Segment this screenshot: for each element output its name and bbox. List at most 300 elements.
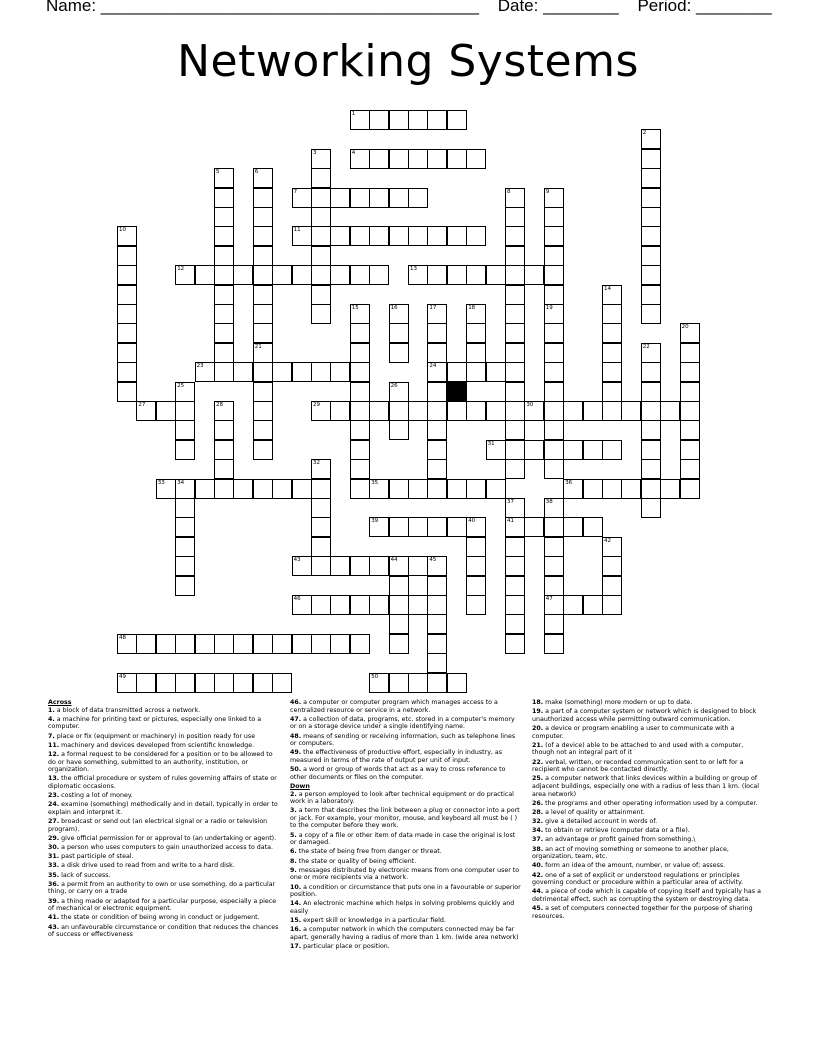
- grid-cell[interactable]: [408, 226, 428, 246]
- grid-cell[interactable]: [427, 459, 447, 479]
- grid-cell[interactable]: [292, 634, 312, 654]
- grid-cell[interactable]: [389, 556, 409, 576]
- grid-cell[interactable]: [408, 149, 428, 169]
- grid-cell[interactable]: [505, 498, 525, 518]
- grid-cell[interactable]: [175, 479, 195, 499]
- grid-cell[interactable]: [175, 440, 195, 460]
- grid-cell[interactable]: [466, 595, 486, 615]
- grid-cell[interactable]: [602, 576, 622, 596]
- grid-cell[interactable]: [641, 401, 661, 421]
- grid-cell[interactable]: [505, 401, 525, 421]
- grid-cell[interactable]: [389, 304, 409, 324]
- grid-cell[interactable]: [389, 595, 409, 615]
- grid-cell[interactable]: [311, 479, 331, 499]
- grid-cell[interactable]: [680, 420, 700, 440]
- grid-cell[interactable]: [427, 595, 447, 615]
- grid-cell[interactable]: [389, 420, 409, 440]
- grid-cell[interactable]: [214, 323, 234, 343]
- grid-cell[interactable]: [389, 343, 409, 363]
- grid-cell[interactable]: [447, 673, 467, 693]
- grid-cell[interactable]: [505, 459, 525, 479]
- grid-cell[interactable]: [117, 246, 137, 266]
- grid-cell[interactable]: [311, 634, 331, 654]
- grid-cell[interactable]: [117, 265, 137, 285]
- grid-cell[interactable]: [195, 362, 215, 382]
- grid-cell[interactable]: [408, 595, 428, 615]
- grid-cell[interactable]: [136, 634, 156, 654]
- grid-cell[interactable]: [602, 362, 622, 382]
- grid-cell[interactable]: [311, 246, 331, 266]
- grid-cell[interactable]: [253, 168, 273, 188]
- grid-cell[interactable]: [427, 576, 447, 596]
- grid-cell[interactable]: [602, 285, 622, 305]
- grid-cell[interactable]: [330, 556, 350, 576]
- grid-cell[interactable]: [641, 246, 661, 266]
- grid-cell[interactable]: [466, 479, 486, 499]
- grid-cell[interactable]: [583, 440, 603, 460]
- grid-cell[interactable]: [233, 362, 253, 382]
- grid-cell[interactable]: [427, 304, 447, 324]
- grid-cell[interactable]: [350, 459, 370, 479]
- grid-cell[interactable]: [427, 673, 447, 693]
- grid-cell[interactable]: [466, 556, 486, 576]
- grid-cell[interactable]: [292, 479, 312, 499]
- grid-cell[interactable]: [583, 595, 603, 615]
- grid-cell[interactable]: [311, 226, 331, 246]
- grid-cell[interactable]: [680, 323, 700, 343]
- grid-cell[interactable]: [427, 323, 447, 343]
- grid-cell[interactable]: [350, 420, 370, 440]
- grid-cell[interactable]: [466, 517, 486, 537]
- grid-cell[interactable]: [175, 556, 195, 576]
- grid-cell[interactable]: [389, 110, 409, 130]
- grid-cell[interactable]: [505, 285, 525, 305]
- grid-cell[interactable]: [408, 673, 428, 693]
- grid-cell[interactable]: [524, 517, 544, 537]
- grid-cell[interactable]: [214, 479, 234, 499]
- grid-cell[interactable]: [466, 576, 486, 596]
- grid-cell[interactable]: [214, 246, 234, 266]
- grid-cell[interactable]: [505, 343, 525, 363]
- grid-cell[interactable]: [602, 304, 622, 324]
- grid-cell[interactable]: [195, 634, 215, 654]
- grid-cell[interactable]: [389, 401, 409, 421]
- grid-cell[interactable]: [156, 634, 176, 654]
- grid-cell[interactable]: [427, 226, 447, 246]
- grid-cell[interactable]: [350, 343, 370, 363]
- grid-cell[interactable]: [447, 401, 467, 421]
- grid-cell[interactable]: [311, 207, 331, 227]
- grid-cell[interactable]: [117, 323, 137, 343]
- grid-cell[interactable]: [486, 265, 506, 285]
- grid-cell[interactable]: [214, 673, 234, 693]
- grid-cell[interactable]: [330, 362, 350, 382]
- grid-cell[interactable]: [447, 362, 467, 382]
- grid-cell[interactable]: [408, 479, 428, 499]
- grid-cell[interactable]: [292, 595, 312, 615]
- grid-cell[interactable]: [175, 576, 195, 596]
- grid-cell[interactable]: [602, 401, 622, 421]
- grid-cell[interactable]: [389, 673, 409, 693]
- grid-cell[interactable]: [563, 401, 583, 421]
- grid-cell[interactable]: [330, 634, 350, 654]
- grid-cell[interactable]: [350, 265, 370, 285]
- grid-cell[interactable]: [544, 323, 564, 343]
- grid-cell[interactable]: [233, 634, 253, 654]
- grid-cell[interactable]: [602, 556, 622, 576]
- grid-cell[interactable]: [350, 304, 370, 324]
- grid-cell[interactable]: [272, 634, 292, 654]
- grid-cell[interactable]: [369, 188, 389, 208]
- grid-cell[interactable]: [447, 479, 467, 499]
- grid-cell[interactable]: [175, 537, 195, 557]
- grid-cell[interactable]: [292, 265, 312, 285]
- grid-cell[interactable]: [641, 129, 661, 149]
- grid-cell[interactable]: [641, 343, 661, 363]
- grid-cell[interactable]: [563, 440, 583, 460]
- grid-cell[interactable]: [311, 537, 331, 557]
- grid-cell[interactable]: [175, 517, 195, 537]
- grid-cell[interactable]: [253, 265, 273, 285]
- grid-cell[interactable]: [214, 226, 234, 246]
- grid-cell[interactable]: [311, 459, 331, 479]
- grid-cell[interactable]: [447, 226, 467, 246]
- grid-cell[interactable]: [214, 362, 234, 382]
- grid-cell[interactable]: [544, 207, 564, 227]
- grid-cell[interactable]: [292, 556, 312, 576]
- grid-cell[interactable]: [214, 420, 234, 440]
- grid-cell[interactable]: [544, 226, 564, 246]
- grid-cell[interactable]: [544, 595, 564, 615]
- grid-cell[interactable]: [350, 634, 370, 654]
- grid-cell[interactable]: [641, 149, 661, 169]
- grid-cell[interactable]: [350, 556, 370, 576]
- grid-cell[interactable]: [292, 226, 312, 246]
- grid-cell[interactable]: [447, 149, 467, 169]
- grid-cell[interactable]: [272, 673, 292, 693]
- grid-cell[interactable]: [136, 401, 156, 421]
- grid-cell[interactable]: [505, 207, 525, 227]
- grid-cell[interactable]: [389, 614, 409, 634]
- grid-cell[interactable]: [486, 479, 506, 499]
- grid-cell[interactable]: [544, 265, 564, 285]
- grid-cell[interactable]: [427, 634, 447, 654]
- grid-cell[interactable]: [195, 479, 215, 499]
- grid-cell[interactable]: [641, 226, 661, 246]
- grid-cell[interactable]: [311, 304, 331, 324]
- grid-cell[interactable]: [195, 265, 215, 285]
- grid-cell[interactable]: [389, 382, 409, 402]
- grid-cell[interactable]: [369, 110, 389, 130]
- grid-cell[interactable]: [563, 479, 583, 499]
- grid-cell[interactable]: [544, 517, 564, 537]
- grid-cell[interactable]: [505, 614, 525, 634]
- grid-cell[interactable]: [389, 517, 409, 537]
- grid-cell[interactable]: [505, 188, 525, 208]
- grid-cell[interactable]: [253, 304, 273, 324]
- grid-cell[interactable]: [544, 285, 564, 305]
- name-field[interactable]: Name: ________________________________________: [46, 0, 479, 15]
- grid-cell[interactable]: [486, 401, 506, 421]
- grid-cell[interactable]: [505, 323, 525, 343]
- grid-cell[interactable]: [602, 479, 622, 499]
- grid-cell[interactable]: [311, 595, 331, 615]
- grid-cell[interactable]: [466, 304, 486, 324]
- grid-cell[interactable]: [389, 323, 409, 343]
- grid-cell[interactable]: [253, 246, 273, 266]
- grid-cell[interactable]: [156, 401, 176, 421]
- grid-cell[interactable]: [427, 265, 447, 285]
- grid-cell[interactable]: [389, 226, 409, 246]
- grid-cell[interactable]: [505, 634, 525, 654]
- grid-cell[interactable]: [253, 226, 273, 246]
- grid-cell[interactable]: [330, 188, 350, 208]
- grid-cell[interactable]: [214, 168, 234, 188]
- grid-cell[interactable]: [544, 420, 564, 440]
- grid-cell[interactable]: [505, 537, 525, 557]
- grid-cell[interactable]: [408, 110, 428, 130]
- grid-cell[interactable]: [350, 401, 370, 421]
- grid-cell[interactable]: [330, 595, 350, 615]
- grid-cell[interactable]: [641, 207, 661, 227]
- grid-cell[interactable]: [641, 362, 661, 382]
- grid-cell[interactable]: [253, 440, 273, 460]
- grid-cell[interactable]: [602, 343, 622, 363]
- grid-cell[interactable]: [195, 673, 215, 693]
- grid-cell[interactable]: [680, 382, 700, 402]
- grid-cell[interactable]: [427, 401, 447, 421]
- grid-cell[interactable]: [505, 362, 525, 382]
- grid-cell[interactable]: [408, 517, 428, 537]
- grid-cell[interactable]: [117, 382, 137, 402]
- grid-cell[interactable]: [253, 188, 273, 208]
- grid-cell[interactable]: [369, 556, 389, 576]
- grid-cell[interactable]: [505, 420, 525, 440]
- grid-cell[interactable]: [544, 304, 564, 324]
- grid-cell[interactable]: [563, 595, 583, 615]
- grid-cell[interactable]: [253, 479, 273, 499]
- grid-cell[interactable]: [466, 537, 486, 557]
- grid-cell[interactable]: [272, 265, 292, 285]
- grid-cell[interactable]: [389, 479, 409, 499]
- grid-cell[interactable]: [272, 362, 292, 382]
- grid-cell[interactable]: [466, 265, 486, 285]
- grid-cell[interactable]: [214, 401, 234, 421]
- grid-cell[interactable]: [427, 479, 447, 499]
- grid-cell[interactable]: [369, 479, 389, 499]
- grid-cell[interactable]: [350, 323, 370, 343]
- grid-cell[interactable]: [408, 188, 428, 208]
- grid-cell[interactable]: [175, 265, 195, 285]
- grid-cell[interactable]: [369, 265, 389, 285]
- grid-cell[interactable]: [311, 149, 331, 169]
- grid-cell[interactable]: [641, 382, 661, 402]
- grid-cell[interactable]: [408, 556, 428, 576]
- grid-cell[interactable]: [544, 614, 564, 634]
- grid-cell[interactable]: [602, 323, 622, 343]
- grid-cell[interactable]: [505, 576, 525, 596]
- grid-cell[interactable]: [369, 149, 389, 169]
- grid-cell[interactable]: [117, 343, 137, 363]
- grid-cell[interactable]: [350, 440, 370, 460]
- period-field[interactable]: Period: ________: [637, 0, 772, 15]
- grid-cell[interactable]: [641, 188, 661, 208]
- grid-cell[interactable]: [466, 362, 486, 382]
- grid-cell[interactable]: [175, 382, 195, 402]
- grid-cell[interactable]: [447, 517, 467, 537]
- grid-cell[interactable]: [233, 673, 253, 693]
- grid-cell[interactable]: [524, 401, 544, 421]
- grid-cell[interactable]: [389, 149, 409, 169]
- grid-cell[interactable]: [660, 479, 680, 499]
- grid-cell[interactable]: [311, 265, 331, 285]
- grid-cell[interactable]: [544, 459, 564, 479]
- grid-cell[interactable]: [447, 110, 467, 130]
- grid-cell[interactable]: [583, 401, 603, 421]
- grid-cell[interactable]: [311, 168, 331, 188]
- grid-cell[interactable]: [466, 343, 486, 363]
- grid-cell[interactable]: [214, 285, 234, 305]
- grid-cell[interactable]: [369, 517, 389, 537]
- grid-cell[interactable]: [641, 304, 661, 324]
- grid-cell[interactable]: [524, 440, 544, 460]
- grid-cell[interactable]: [214, 207, 234, 227]
- grid-cell[interactable]: [214, 459, 234, 479]
- grid-cell[interactable]: [292, 362, 312, 382]
- grid-cell[interactable]: [156, 673, 176, 693]
- grid-cell[interactable]: [253, 420, 273, 440]
- grid-cell[interactable]: [214, 440, 234, 460]
- grid-cell[interactable]: [505, 440, 525, 460]
- grid-cell[interactable]: [117, 304, 137, 324]
- grid-cell[interactable]: [233, 479, 253, 499]
- grid-cell[interactable]: [408, 265, 428, 285]
- grid-cell[interactable]: [505, 246, 525, 266]
- grid-cell[interactable]: [330, 265, 350, 285]
- grid-cell[interactable]: [660, 401, 680, 421]
- grid-cell[interactable]: [311, 517, 331, 537]
- grid-cell[interactable]: [389, 188, 409, 208]
- grid-cell[interactable]: [602, 537, 622, 557]
- grid-cell[interactable]: [311, 498, 331, 518]
- grid-cell[interactable]: [466, 226, 486, 246]
- grid-cell[interactable]: [117, 634, 137, 654]
- grid-cell[interactable]: [427, 382, 447, 402]
- grid-cell[interactable]: [214, 265, 234, 285]
- grid-cell[interactable]: [427, 420, 447, 440]
- grid-cell[interactable]: [253, 323, 273, 343]
- grid-cell[interactable]: [214, 634, 234, 654]
- grid-cell[interactable]: [621, 479, 641, 499]
- grid-cell[interactable]: [253, 362, 273, 382]
- grid-cell[interactable]: [641, 459, 661, 479]
- grid-cell[interactable]: [505, 226, 525, 246]
- grid-cell[interactable]: [175, 498, 195, 518]
- grid-cell[interactable]: [350, 110, 370, 130]
- grid-cell[interactable]: [369, 226, 389, 246]
- grid-cell[interactable]: [680, 479, 700, 499]
- grid-cell[interactable]: [214, 188, 234, 208]
- grid-cell[interactable]: [583, 479, 603, 499]
- grid-cell[interactable]: [621, 401, 641, 421]
- grid-cell[interactable]: [505, 382, 525, 402]
- grid-cell[interactable]: [680, 459, 700, 479]
- grid-cell[interactable]: [117, 285, 137, 305]
- grid-cell[interactable]: [175, 634, 195, 654]
- grid-cell[interactable]: [486, 362, 506, 382]
- grid-cell[interactable]: [330, 226, 350, 246]
- grid-cell[interactable]: [311, 362, 331, 382]
- grid-cell[interactable]: [389, 634, 409, 654]
- grid-cell[interactable]: [253, 285, 273, 305]
- grid-cell[interactable]: [369, 595, 389, 615]
- grid-cell[interactable]: [369, 673, 389, 693]
- grid-cell[interactable]: [427, 653, 447, 673]
- grid-cell[interactable]: [350, 362, 370, 382]
- grid-cell[interactable]: [524, 265, 544, 285]
- grid-cell[interactable]: [350, 188, 370, 208]
- grid-cell[interactable]: [505, 265, 525, 285]
- grid-cell[interactable]: [544, 556, 564, 576]
- grid-cell[interactable]: [117, 673, 137, 693]
- grid-cell[interactable]: [505, 304, 525, 324]
- grid-cell[interactable]: [175, 401, 195, 421]
- grid-cell[interactable]: [311, 188, 331, 208]
- grid-cell[interactable]: [427, 517, 447, 537]
- grid-cell[interactable]: [272, 479, 292, 499]
- grid-cell[interactable]: [544, 634, 564, 654]
- grid-cell[interactable]: [602, 440, 622, 460]
- grid-cell[interactable]: [641, 440, 661, 460]
- grid-cell[interactable]: [214, 304, 234, 324]
- grid-cell[interactable]: [641, 168, 661, 188]
- grid-cell[interactable]: [544, 188, 564, 208]
- grid-cell[interactable]: [505, 517, 525, 537]
- grid-cell[interactable]: [214, 343, 234, 363]
- grid-cell[interactable]: [233, 265, 253, 285]
- grid-cell[interactable]: [447, 265, 467, 285]
- grid-cell[interactable]: [350, 149, 370, 169]
- grid-cell[interactable]: [583, 517, 603, 537]
- grid-cell[interactable]: [389, 576, 409, 596]
- grid-cell[interactable]: [544, 537, 564, 557]
- grid-cell[interactable]: [602, 595, 622, 615]
- grid-cell[interactable]: [117, 226, 137, 246]
- grid-cell[interactable]: [602, 382, 622, 402]
- grid-cell[interactable]: [427, 614, 447, 634]
- grid-cell[interactable]: [680, 343, 700, 363]
- grid-cell[interactable]: [641, 285, 661, 305]
- grid-cell[interactable]: [292, 188, 312, 208]
- date-field[interactable]: Date: ________: [497, 0, 619, 15]
- grid-cell[interactable]: [544, 401, 564, 421]
- grid-cell[interactable]: [311, 401, 331, 421]
- grid-cell[interactable]: [311, 556, 331, 576]
- grid-cell[interactable]: [544, 440, 564, 460]
- grid-cell[interactable]: [466, 149, 486, 169]
- grid-cell[interactable]: [350, 479, 370, 499]
- grid-cell[interactable]: [427, 556, 447, 576]
- grid-cell[interactable]: [330, 401, 350, 421]
- grid-cell[interactable]: [311, 285, 331, 305]
- grid-cell[interactable]: [253, 634, 273, 654]
- grid-cell[interactable]: [466, 323, 486, 343]
- grid-cell[interactable]: [641, 479, 661, 499]
- grid-cell[interactable]: [350, 595, 370, 615]
- grid-cell[interactable]: [253, 343, 273, 363]
- grid-cell[interactable]: [253, 382, 273, 402]
- grid-cell[interactable]: [505, 595, 525, 615]
